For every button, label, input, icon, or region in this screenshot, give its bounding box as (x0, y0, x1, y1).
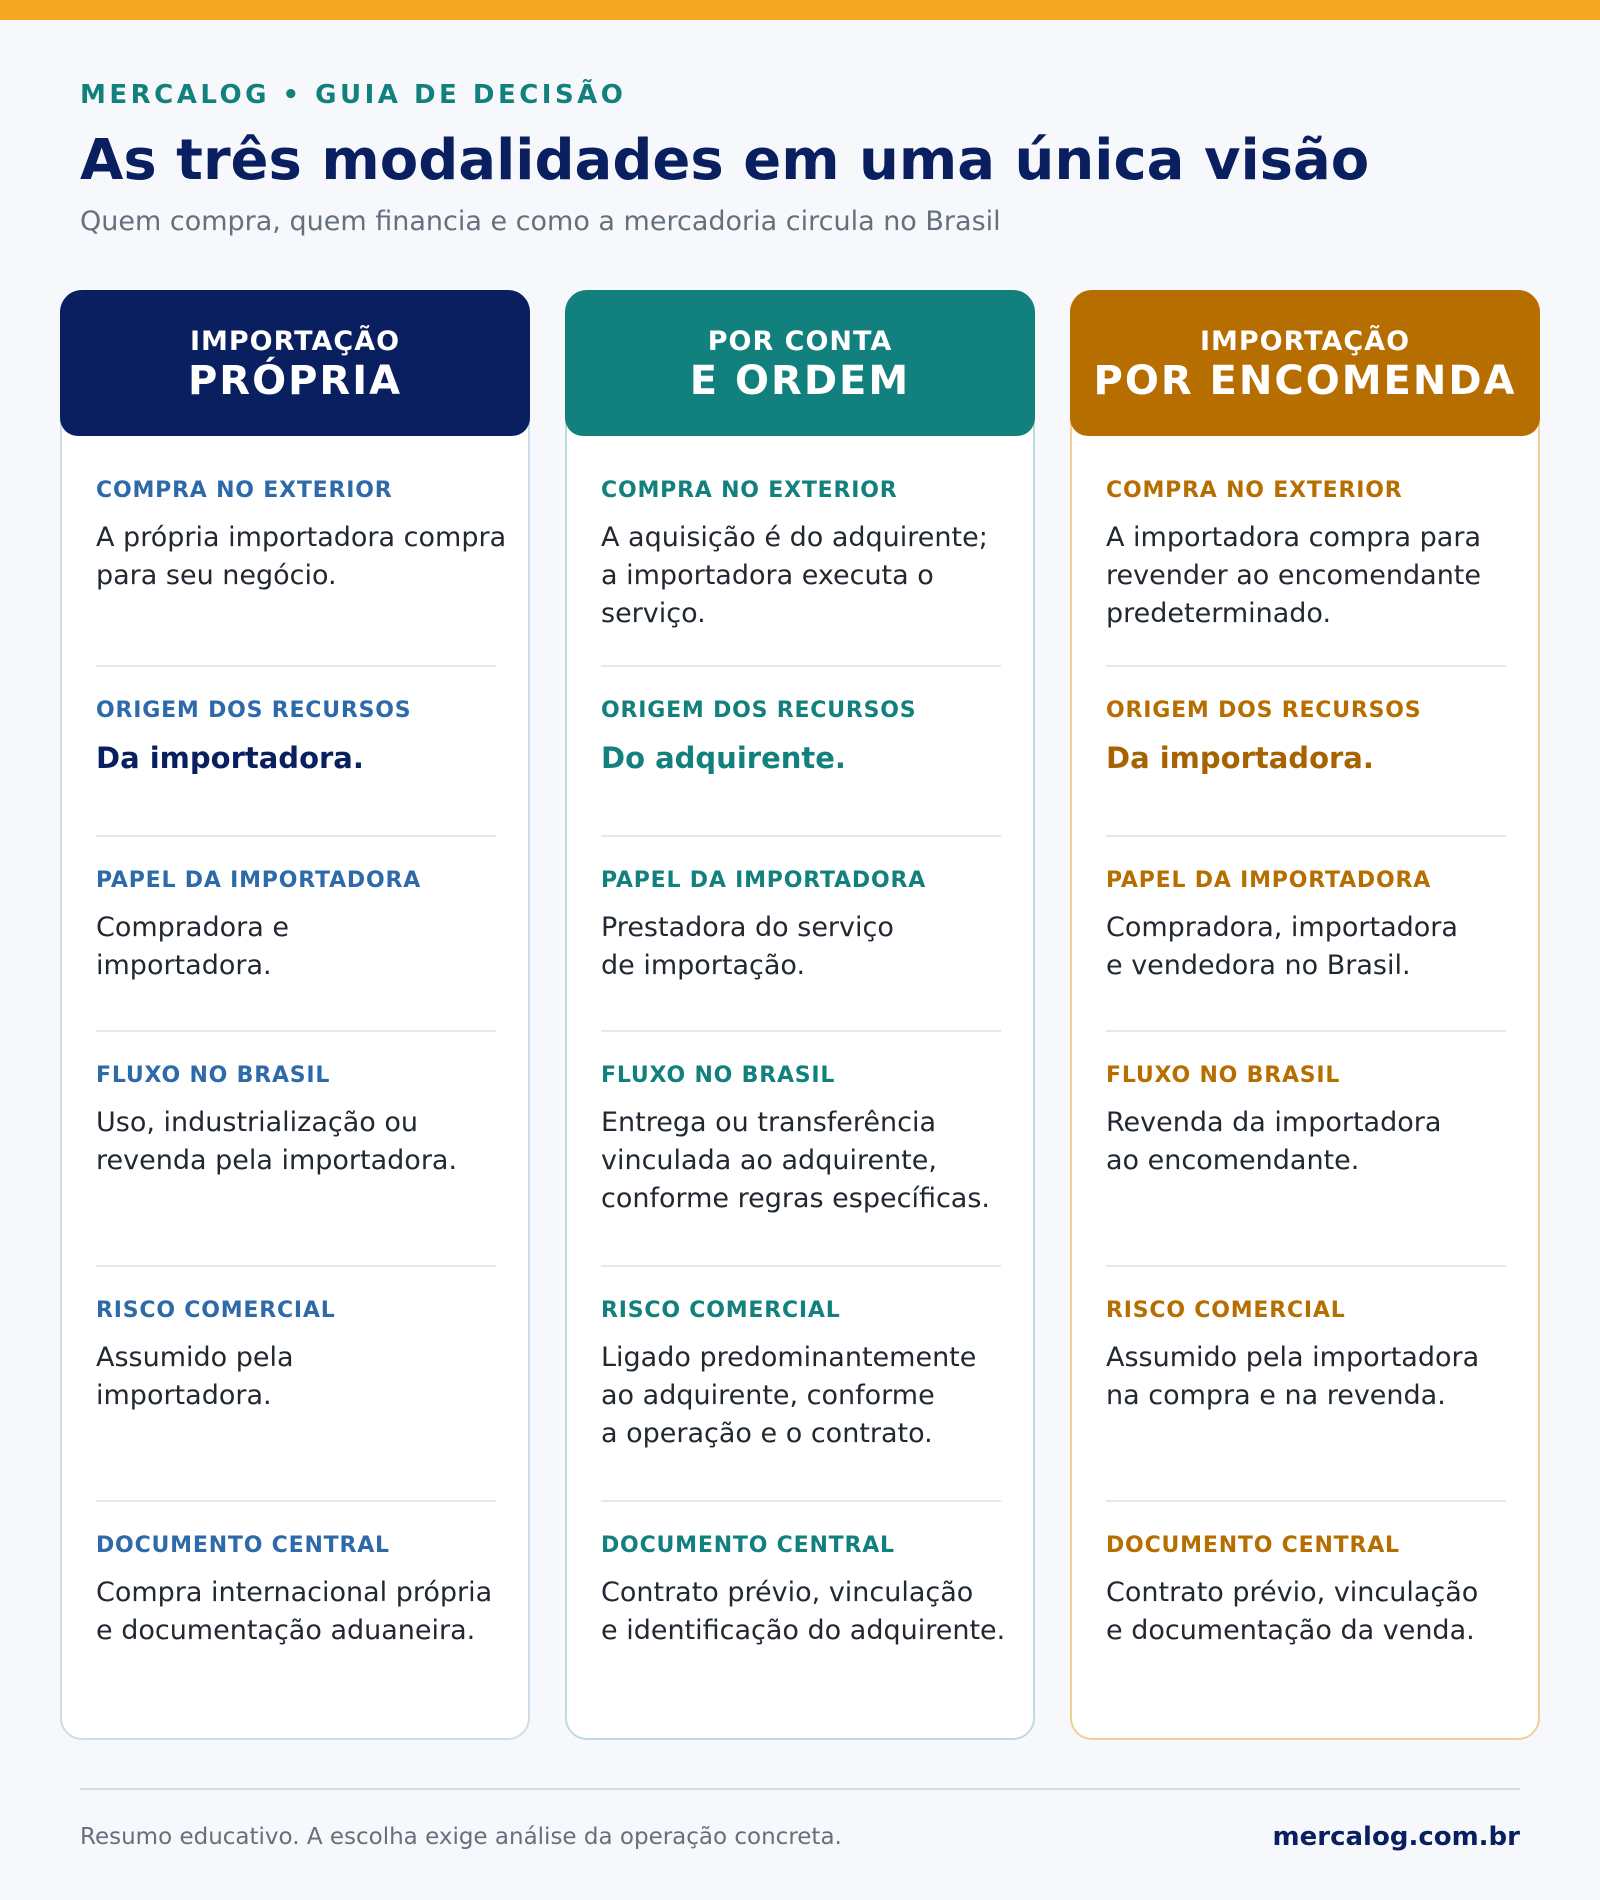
divider (96, 1030, 496, 1032)
section-fluxo-brasil (1106, 1063, 1526, 1180)
card-header-line2: E ORDEM (689, 358, 911, 404)
section-origem-recursos (1106, 698, 1526, 777)
section-risco-comercial (601, 1298, 1021, 1453)
card-header-line1: IMPORTAÇÃO (189, 326, 401, 357)
card-importacao-por-encomenda (1070, 290, 1540, 1740)
divider (1106, 1500, 1506, 1502)
section-papel-importadora (96, 868, 516, 985)
section-risco-comercial (1106, 1298, 1526, 1415)
section-papel-importadora (601, 868, 1021, 985)
divider (96, 835, 496, 837)
section-label: COMPRA NO EXTERIOR (1106, 478, 1403, 503)
section-label: RISCO COMERCIAL (1106, 1298, 1346, 1323)
section-label: DOCUMENTO CENTRAL (1106, 1533, 1400, 1558)
section-text: A própria importadora compra para seu negócio. (96, 522, 507, 591)
section-label: PAPEL DA IMPORTADORA (1106, 868, 1432, 893)
section-label: ORIGEM DOS RECURSOS (601, 698, 917, 723)
section-documento-central (96, 1533, 516, 1650)
top-accent-bar (0, 0, 1600, 20)
section-origem-recursos (601, 698, 1021, 777)
section-text: Prestadora do serviço de importação. (601, 912, 894, 981)
section-text: Uso, industrialização ou revenda pela importadora. (96, 1107, 458, 1176)
divider (601, 1030, 1001, 1032)
section-label: ORIGEM DOS RECURSOS (96, 698, 412, 723)
section-text: Compradora, importadora e vendedora no Brasil. (1106, 912, 1458, 981)
card-importacao-propria (60, 290, 530, 1740)
section-compra-exterior (1106, 478, 1526, 633)
section-label: FLUXO NO BRASIL (96, 1063, 331, 1088)
footer-divider (80, 1788, 1520, 1790)
section-text: Contrato prévio, vinculação e documentação da venda. (1106, 1577, 1479, 1646)
divider (1106, 835, 1506, 837)
section-compra-exterior (96, 478, 516, 595)
page-subtitle: Quem compra, quem financia e como a mercadoria circula no Brasil (80, 206, 1001, 237)
divider (1106, 665, 1506, 667)
section-fluxo-brasil (96, 1063, 516, 1180)
section-label: RISCO COMERCIAL (96, 1298, 336, 1323)
card-header-line1: IMPORTAÇÃO (1199, 326, 1411, 357)
footer-note: Resumo educativo. A escolha exige análise da operação concreta. (80, 1824, 842, 1850)
section-label: COMPRA NO EXTERIOR (96, 478, 393, 503)
divider (601, 835, 1001, 837)
section-text: A aquisição é do adquirente; a importadora executa o serviço. (601, 522, 988, 629)
section-label: COMPRA NO EXTERIOR (601, 478, 898, 503)
card-header (60, 290, 530, 436)
section-text: Assumido pela importadora na compra e na revenda. (1106, 1342, 1480, 1411)
section-label: FLUXO NO BRASIL (1106, 1063, 1341, 1088)
section-compra-exterior (601, 478, 1021, 633)
section-origem-recursos (96, 698, 516, 777)
section-documento-central (1106, 1533, 1526, 1650)
section-label: PAPEL DA IMPORTADORA (601, 868, 927, 893)
section-documento-central (601, 1533, 1021, 1650)
section-text: Ligado predominantemente ao adquirente, conforme a operação e o contrato. (601, 1342, 977, 1449)
section-text: Da importadora. (96, 741, 364, 775)
section-label: RISCO COMERCIAL (601, 1298, 841, 1323)
divider (601, 665, 1001, 667)
card-header-line2: POR ENCOMENDA (1093, 358, 1517, 404)
divider (96, 1500, 496, 1502)
section-fluxo-brasil (601, 1063, 1021, 1218)
divider (1106, 1030, 1506, 1032)
section-label: DOCUMENTO CENTRAL (601, 1533, 895, 1558)
section-text: Do adquirente. (601, 741, 846, 775)
section-text: Revenda da importadora ao encomendante. (1106, 1107, 1442, 1176)
section-text: Compradora e importadora. (96, 912, 289, 981)
card-header-line2: PRÓPRIA (187, 358, 403, 404)
section-text: Assumido pela importadora. (96, 1342, 294, 1411)
card-header (565, 290, 1035, 436)
page-title: As três modalidades em uma única visão (80, 128, 1370, 193)
divider (96, 1265, 496, 1267)
divider (1106, 1265, 1506, 1267)
section-label: DOCUMENTO CENTRAL (96, 1533, 390, 1558)
section-papel-importadora (1106, 868, 1526, 985)
section-text: Da importadora. (1106, 741, 1374, 775)
card-por-conta-e-ordem (565, 290, 1035, 1740)
section-label: FLUXO NO BRASIL (601, 1063, 836, 1088)
footer-url[interactable]: mercalog.com.br (1272, 1822, 1520, 1852)
divider (96, 665, 496, 667)
card-header (1070, 290, 1540, 436)
divider (601, 1265, 1001, 1267)
section-text: A importadora compra para revender ao encomendante predeterminado. (1106, 522, 1482, 629)
section-text: Compra internacional própria e documentação aduaneira. (96, 1577, 493, 1646)
section-text: Contrato prévio, vinculação e identificação do adquirente. (601, 1577, 1006, 1646)
section-text: Entrega ou transferência vinculada ao adquirente, conforme regras específicas. (601, 1107, 990, 1214)
divider (601, 1500, 1001, 1502)
section-risco-comercial (96, 1298, 516, 1415)
card-header-line1: POR CONTA (707, 326, 893, 357)
eyebrow: MERCALOG • GUIA DE DECISÃO (80, 80, 627, 110)
section-label: ORIGEM DOS RECURSOS (1106, 698, 1422, 723)
section-label: PAPEL DA IMPORTADORA (96, 868, 422, 893)
